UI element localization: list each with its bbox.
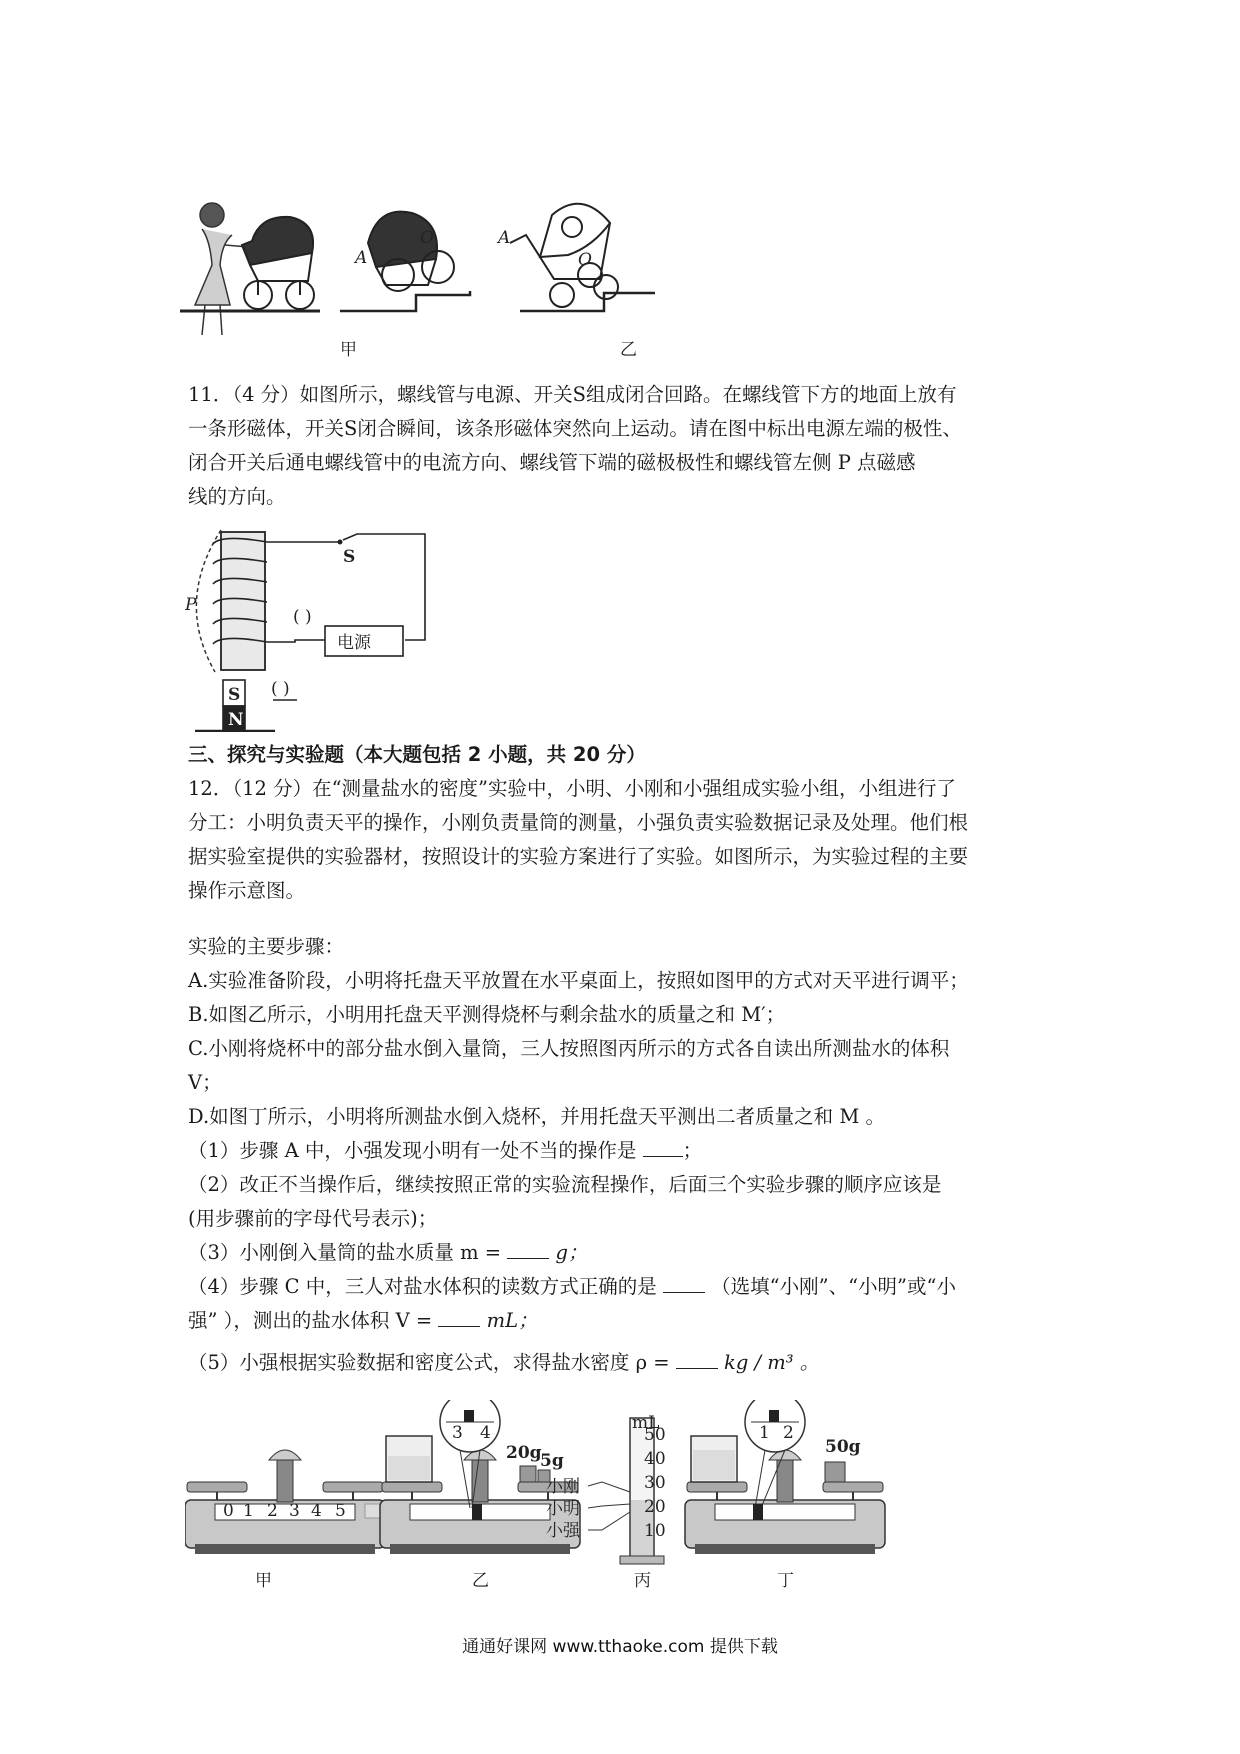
q12-sub-4-unit: mL； (486, 1309, 538, 1332)
ding-dial-2: 2 (783, 1423, 794, 1443)
q12-sub-3-unit: g； (555, 1241, 588, 1264)
q12-step-c-cont: V； (188, 1071, 222, 1094)
stroller-1 (242, 217, 314, 309)
q11-line-2: 一条形磁体，开关S闭合瞬间，该条形磁体突然向上运动。请在图中标出电源左端的极性、 (188, 417, 962, 440)
q12-sub-3 (188, 1236, 588, 1270)
point-a-1: A (355, 248, 368, 268)
graduated-cylinder-bing (546, 1413, 666, 1590)
svg-text:4: 4 (311, 1501, 322, 1521)
q12-sub-1-end: ； (682, 1139, 703, 1162)
balance-experiment-figure (185, 1400, 1085, 1590)
q11-line-4: 线的方向。 (188, 485, 286, 508)
svg-text:5: 5 (335, 1501, 346, 1521)
svg-text:20: 20 (644, 1497, 666, 1517)
q12-sub-5-text: （5）小强根据实验数据和密度公式，求得盐水密度 ρ = (188, 1351, 670, 1374)
svg-text:40: 40 (644, 1449, 666, 1469)
caption-bing-bottom: 丙 (634, 1571, 651, 1590)
yi-weight-5g: 5g (540, 1451, 564, 1471)
q12-sub-1 (188, 1134, 702, 1168)
stroller-2 (368, 212, 454, 291)
section-3-title: 三、探究与实验题（本大题包括 2 小题，共 20 分） (188, 743, 646, 766)
cylinder-ticks (644, 1425, 666, 1541)
page-footer: 通通好课网 www.tthaoke.com 提供下载 (462, 1637, 778, 1657)
switch-label: S (343, 547, 356, 567)
svg-text:10: 10 (644, 1521, 666, 1541)
yi-dial-3: 3 (452, 1423, 463, 1443)
stroller-3 (510, 204, 618, 307)
q12-sub-2-line-2: (用步骤前的字母代号表示)； (188, 1207, 438, 1230)
point-p-label: P (185, 595, 197, 615)
q12-step-d: D.如图丁所示，小明将所测盐水倒入烧杯，并用托盘天平测出二者质量之和 M 。 (188, 1105, 886, 1128)
q11-line-3: 闭合开关后通电螺线管中的电流方向、螺线管下端的磁极极性和螺线管左侧 P 点磁感 (188, 451, 916, 474)
caption-yi-bottom: 乙 (472, 1571, 489, 1590)
caption-ding-bottom: 丁 (777, 1571, 794, 1590)
q12-sub-3-text: （3）小刚倒入量筒的盐水质量 m = (188, 1241, 502, 1264)
q12-step-c: C.小刚将烧杯中的部分盐水倒入量筒，三人按照图丙所示的方式各自读出所测盐水的体积 (188, 1037, 950, 1060)
q12-steps-title: 实验的主要步骤： (188, 935, 345, 958)
solenoid-pole-bracket: ( ) (271, 679, 290, 699)
point-o-1: O (420, 228, 434, 248)
yi-weight-20g: 20g (506, 1443, 542, 1463)
power-supply-label: 电源 (337, 633, 371, 653)
q11-line-1: 11．（4 分）如图所示，螺线管与电源、开关S组成闭合回路。在螺线管下方的地面上放有 (188, 383, 957, 406)
point-o-2: O (578, 250, 592, 270)
svg-text:0: 0 (223, 1501, 234, 1521)
q12-sub-1-text: （1）步骤 A 中，小强发现小明有一处不当的操作是 (188, 1139, 637, 1162)
reader-xiaoming: 小明 (546, 1499, 580, 1519)
q12-sub-5 (188, 1346, 819, 1380)
solenoid-circuit-figure (185, 522, 430, 732)
answer-blank-1[interactable] (643, 1138, 683, 1157)
svg-text:30: 30 (644, 1473, 666, 1493)
stroller-figure (180, 195, 740, 365)
svg-text:1: 1 (243, 1501, 254, 1521)
woman-illustration (195, 203, 248, 335)
answer-blank-4b[interactable] (438, 1308, 480, 1327)
svg-text:2: 2 (267, 1501, 278, 1521)
caption-yi: 乙 (620, 340, 637, 360)
q12-sub-4-line-2 (188, 1304, 538, 1338)
balance-jia (185, 1450, 389, 1590)
magnet-s-label: S (228, 685, 241, 705)
q12-sub-4-text: （4）步骤 C 中，三人对盐水体积的读数方式正确的是 (188, 1275, 657, 1298)
answer-blank-5[interactable] (676, 1350, 718, 1369)
cylinder-unit: mL (632, 1413, 660, 1433)
q12-step-a: A.实验准备阶段，小明将托盘天平放置在水平桌面上，按照如图甲的方式对天平进行调平； (188, 969, 969, 992)
svg-text:50: 50 (644, 1425, 666, 1445)
q12-intro-3: 据实验室提供的实验器材，按照设计的实验方案进行了实验。如图所示，为实验过程的主要 (188, 845, 969, 868)
svg-text:3: 3 (289, 1501, 300, 1521)
reader-xiaogang: 小刚 (546, 1477, 580, 1497)
reader-xiaoqiang: 小强 (546, 1521, 580, 1541)
power-pole-bracket: ( ) (293, 607, 312, 627)
point-a-2: A (498, 228, 511, 248)
answer-blank-3[interactable] (507, 1240, 549, 1259)
balance-ding (685, 1400, 885, 1590)
caption-jia: 甲 (340, 340, 357, 360)
yi-dial-4: 4 (480, 1423, 491, 1443)
q12-sub-4-line-1 (188, 1270, 956, 1304)
q12-sub-2-line-1: （2）改正不当操作后，继续按照正常的实验流程操作，后面三个实验步骤的顺序应该是 (188, 1173, 942, 1196)
q12-sub-4-text-2: 强” ），测出的盐水体积 V = (188, 1309, 433, 1332)
magnet-n-label: N (228, 710, 244, 730)
caption-jia-bottom: 甲 (255, 1571, 272, 1590)
q12-step-b: B.如图乙所示，小明用托盘天平测得烧杯与剩余盐水的质量之和 M′； (188, 1003, 786, 1026)
q12-intro-1: 12．（12 分）在“测量盐水的密度”实验中，小明、小刚和小强组成实验小组，小组进行了 (188, 777, 957, 800)
q12-sub-4-options: （选填“小刚”、“小明”或“小 (711, 1275, 956, 1298)
ding-dial-1: 1 (759, 1423, 770, 1443)
ding-weight-50g: 50g (825, 1437, 861, 1457)
q12-sub-5-unit: kg / m³ 。 (724, 1351, 820, 1374)
q12-intro-4: 操作示意图。 (188, 879, 306, 902)
answer-blank-4a[interactable] (663, 1274, 705, 1293)
q12-intro-2: 分工：小明负责天平的操作，小刚负责量筒的测量，小强负责实验数据记录及处理。他们根 (188, 811, 969, 834)
